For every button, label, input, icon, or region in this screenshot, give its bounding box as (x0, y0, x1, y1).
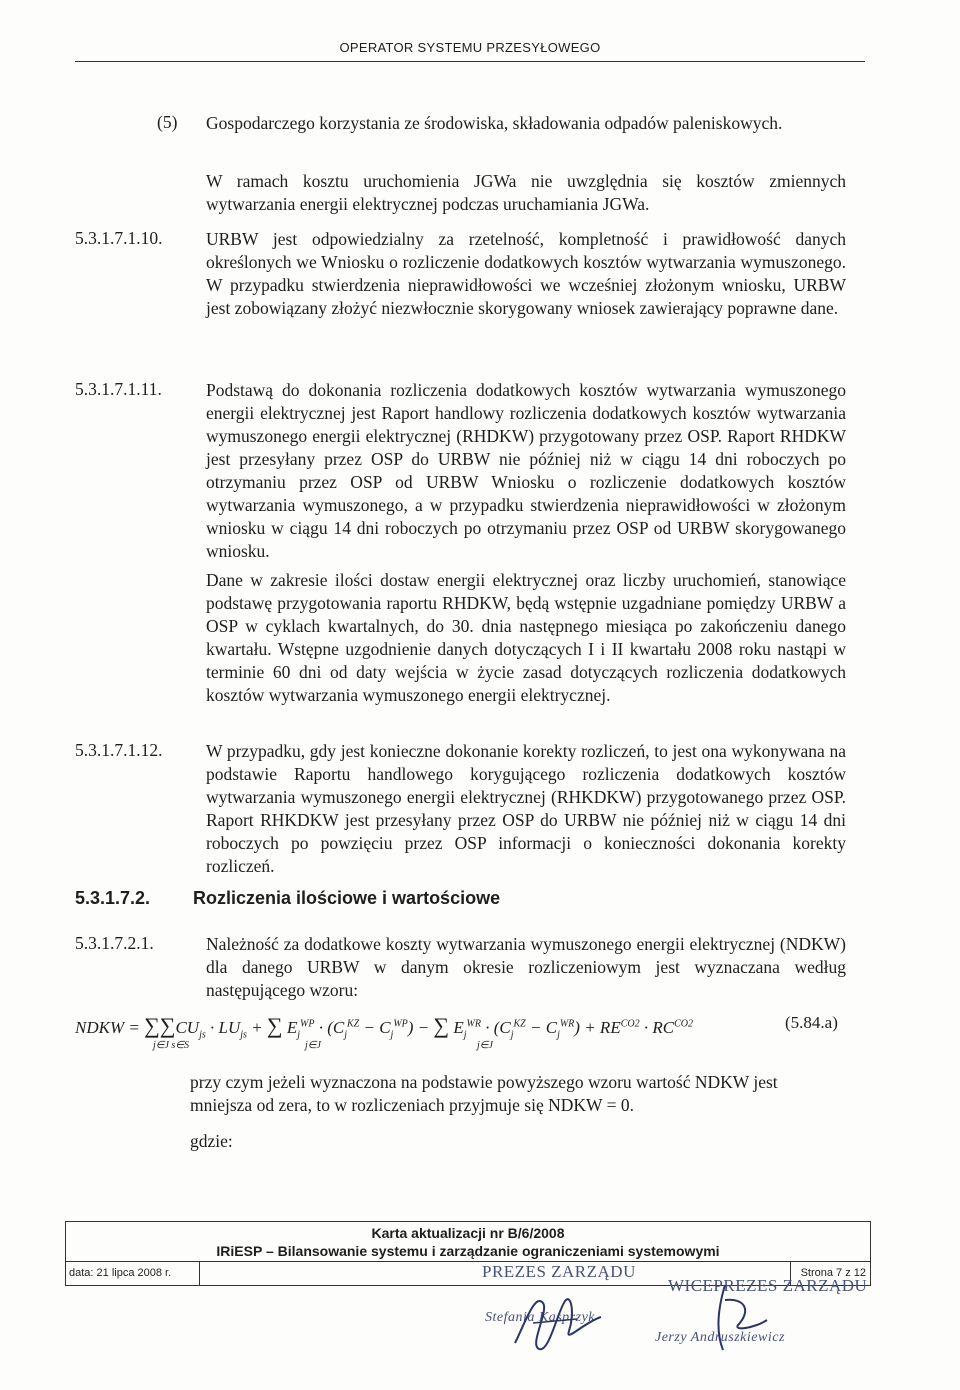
subsection-title: Rozliczenia ilościowe i wartościowe (193, 888, 501, 908)
signature-1 (505, 1283, 615, 1363)
stamp-name-2: Jerzy Andruszkiewicz (655, 1330, 785, 1345)
ndkw-formula (75, 1005, 865, 1065)
section-11-text: Podstawą do dokonania rozliczenia dodatkowych kosztów wytwarzania wymuszonego energii elektrycznej jest Raport handlowy rozliczenia dodatkowych kosztów wytwarzania wymuszonego energii elektrycznej (RHDKW) przygotowany przez OSP. Raport RHDKW jest przesyłany przez OSP do URBW nie później niż w ciągu 14 dni roboczych po otrzymaniu przez OSP od URBW Wniosku o rozliczenie dodatkowych kosztów wytwarzania wymuszonego, a w przypadku stwierdzenia nieprawidłowości w złożonym wniosku w ciągu 14 dni roboczych po otrzymaniu przez OSP od URBW skorygowanego wniosku. (206, 380, 846, 561)
formula-note: przy czym jeżeli wyznaczona na podstawie powyższego wzoru wartość NDKW jest mniejsza od zera, to w rozliczeniach przyjmuje się NDKW = 0. (190, 1072, 778, 1115)
equation-number: (5.84.a) (785, 1013, 838, 1032)
footer-doc-title: IRiESP – Bilansowanie systemu i zarządzanie ograniczeniami systemowymi (216, 1243, 720, 1259)
stamp-wiceprezes: WICEPREZES ZARZĄDU (668, 1276, 868, 1295)
item-number-5: (5) (157, 112, 178, 132)
stamp-prezes: PREZES ZARZĄDU (482, 1262, 636, 1281)
subsection-number: 5.3.1.7.2. (75, 888, 151, 908)
running-header: OPERATOR SYSTEMU PRZESYŁOWEGO (339, 40, 601, 55)
item-5-text: Gospodarczego korzystania ze środowiska, składowania odpadów paleniskowych. (206, 113, 783, 133)
signature-2 (695, 1280, 775, 1360)
footer-date: data: 21 lipca 2008 r. (69, 1267, 172, 1279)
section-number-10: 5.3.1.7.1.10. (75, 228, 163, 248)
formula-lhs: NDKW = (75, 1018, 140, 1037)
section-10-text: URBW jest odpowiedzialny za rzetelność, kompletność i prawidłowość danych określonych we Wniosku o rozliczenie dodatkowych kosztów wytwarzania wymuszonego. W przypadku stwierdzenia nieprawidłowości we wcześniej złożonym wniosku, URBW jest zobowiązany złożyć niezwłocznie skorygowany wniosek zawierający poprawne dane. (206, 229, 846, 318)
sum-index-1: j∈J s∈S (153, 1040, 190, 1051)
gdzie-label: gdzie: (190, 1131, 233, 1151)
formula-expression: NDKW = $\sum\sum CU_{js} \cdot LU_{js}$ + ∑ $E_j^{WP} \cdot (C_j^{KZ} - C_j^{WP})$ − ∑ $E_j^{WR} \cdot (C_j^{KZ} - C_j^{WR}) + RE^{CO2} \cdot RC^{CO2}$ (75, 1013, 693, 1041)
stamp-name-1: Stefania Kasprzyk (485, 1310, 595, 1325)
header-rule (75, 61, 865, 62)
section-number-2-1: 5.3.1.7.2.1. (75, 933, 154, 953)
note-jgwa: W ramach kosztu uruchomienia JGWa nie uwzględnia się kosztów zmiennych wytwarzania energii elektrycznej podczas uruchamiania JGWa. (206, 171, 846, 214)
section-12-text: W przypadku, gdy jest konieczne dokonanie korekty rozliczeń, to jest ona wykonywana na podstawie Raportu handlowego korygującego rozliczenia dodatkowych kosztów wytwarzania wymuszonego energii elektrycznej (RHKDKW) przygotowanego przez OSP. Raport RHKDKW jest przesyłany przez OSP do URBW nie później niż w ciągu 14 dni roboczych po powzięciu przez OSP informacji o konieczności dokonania korekty rozliczeń. (206, 741, 846, 876)
footer-card-title: Karta aktualizacji nr B/6/2008 (371, 1225, 565, 1241)
section-number-11: 5.3.1.7.1.11. (75, 379, 162, 399)
sum-index-3: j∈J (477, 1040, 493, 1051)
section-11-text-2: Dane w zakresie ilości dostaw energii elektrycznej oraz liczby uruchomień, stanowiące podstawę przygotowania raportu RHDKW, będą wstępnie uzgadniane pomiędzy URBW a OSP w cyklach kwartalnych, do 30. dnia następnego miesiąca po zakończeniu danego kwartału. Wstępne uzgodnienie danych dotyczących I i II kwartału 2008 roku nastąpi w terminie 60 dni od daty wejścia w życie zasad dotyczących rozliczenia dodatkowych kosztów wytwarzania wymuszonego energii elektrycznej. (206, 570, 846, 705)
sum-index-2: j∈J (305, 1040, 321, 1051)
section-number-12: 5.3.1.7.1.12. (75, 740, 163, 760)
section-2-1-text: Należność za dodatkowe koszty wytwarzania wymuszonego energii elektrycznej (NDKW) dla danego URBW w danym okresie rozliczeniowym jest wyznaczana według następującego wzoru: (206, 934, 846, 1000)
footer-page-number: Strona 7 z 12 (800, 1267, 866, 1279)
